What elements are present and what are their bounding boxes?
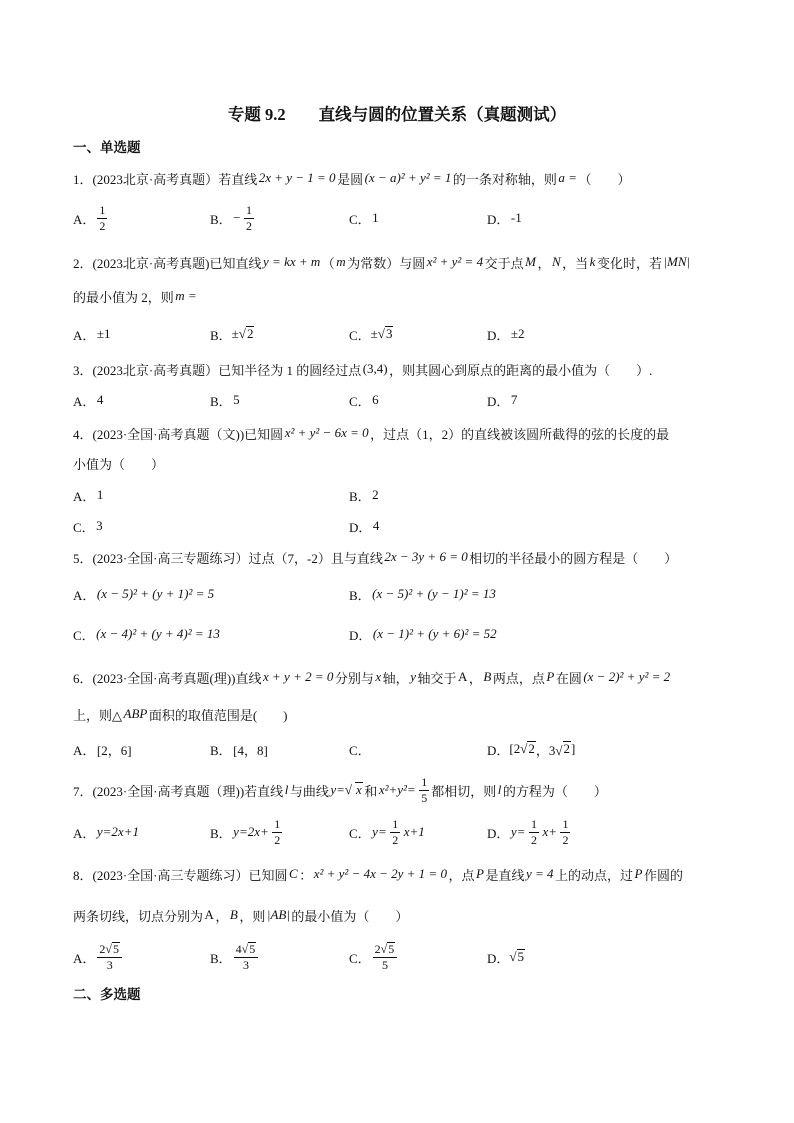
- stem-text: 是圆: [337, 171, 364, 187]
- math-expression: m: [336, 254, 346, 269]
- option-b: [210, 817, 284, 847]
- option-label: C．: [349, 825, 371, 841]
- question-source: (2023北京·高考真题）: [92, 362, 219, 378]
- option-d: [349, 619, 498, 649]
- math-expression: ABP: [123, 706, 148, 721]
- math-expression: (x − a)² + y² = 1: [364, 170, 452, 185]
- stem-text: （: [321, 255, 335, 271]
- fraction-denominator: 2: [274, 832, 281, 847]
- interval-end: ]: [571, 741, 576, 756]
- math-expression: l: [497, 782, 502, 797]
- math-expression: B: [483, 669, 492, 684]
- radicand: 2: [563, 741, 570, 757]
- math-expression: 2x + y − 1 = 0: [258, 170, 336, 185]
- radicand: 5: [517, 949, 525, 965]
- math-expression: y = 4: [525, 866, 554, 881]
- math-expression: (x − 2)² + y² = 2: [583, 669, 671, 684]
- option-label: B．: [349, 488, 371, 504]
- option-a: [73, 385, 105, 415]
- option-equation: (x − 5)² + (y + 1)² = 5: [96, 586, 215, 601]
- fraction: [373, 942, 398, 972]
- question-stem: [73, 662, 672, 692]
- option-c: [73, 511, 104, 541]
- question-stem: [73, 775, 607, 805]
- option-d: [487, 319, 526, 349]
- option-a: [73, 579, 216, 609]
- stem-text: 交于点: [484, 255, 524, 271]
- stem-text: ，则: [239, 908, 266, 924]
- question-stem-continued: [73, 900, 408, 930]
- sqrt-prefix: 4√: [235, 942, 249, 957]
- question-source: (2023北京·高考真题): [92, 255, 210, 271]
- option-equation: y=2x+1: [96, 824, 139, 839]
- fraction: [390, 818, 400, 847]
- math-expression: |AB|: [266, 907, 290, 922]
- option-equation: y=: [372, 824, 387, 839]
- math-expression: x² + y² = 4: [426, 254, 484, 269]
- option-label: D．: [487, 742, 510, 758]
- stem-text: 上的动点，过: [555, 867, 634, 883]
- option-d: [349, 511, 381, 541]
- fraction-denominator: 3: [106, 958, 113, 973]
- stem-text: 直线: [235, 670, 262, 686]
- question-number: 6．: [73, 670, 93, 686]
- stem-text: ，过点（1，2）的直线被该圆所截得的弦的长度的最: [370, 426, 670, 442]
- math-expression: x²+y²=: [378, 782, 416, 797]
- fraction-numerator: 1: [562, 816, 569, 831]
- math-expression: 2x − 3y + 6 = 0: [384, 549, 468, 564]
- math-expression: y: [410, 669, 416, 684]
- fraction-numerator: 1: [99, 202, 106, 217]
- stem-text: 的最小值为（ ）: [291, 908, 409, 924]
- option-label: B．: [349, 587, 371, 603]
- fraction-numerator: [373, 942, 398, 958]
- question-stem-continued: [73, 281, 198, 311]
- option-label: B．: [210, 950, 232, 966]
- point-coordinates: (3,4): [362, 361, 388, 376]
- math-expression: x + y + 2 = 0: [263, 669, 334, 684]
- fraction: [97, 942, 122, 972]
- option-a: [73, 942, 124, 972]
- math-expression: y=√: [330, 782, 353, 797]
- option-label: D．: [487, 950, 510, 966]
- question-source: (2023北京·高考真题）: [92, 171, 219, 187]
- stem-text: 已知圆: [248, 867, 288, 883]
- fraction-numerator: 1: [246, 202, 253, 217]
- option-b: [210, 942, 260, 972]
- option-interval: [2，6]: [96, 742, 132, 758]
- option-label: D．: [487, 327, 510, 343]
- option-equation: x+: [542, 824, 557, 839]
- question-number: 4．: [73, 426, 93, 442]
- radicand: 5: [112, 941, 119, 956]
- stem-text: 的方程为（ ）: [502, 783, 607, 799]
- option-equation: (x − 5)² + (y − 1)² = 13: [372, 586, 496, 601]
- minus-sign: −: [233, 210, 241, 225]
- section-heading-single-choice: 一、单选题: [73, 140, 141, 155]
- stem-text: 已知圆: [244, 426, 284, 442]
- math-expression: A: [204, 907, 214, 922]
- option-equation: (x − 4)² + (y + 4)² = 13: [96, 626, 220, 641]
- option-value: 6: [372, 392, 379, 407]
- question-source: (2023·全国·高考真题（理)): [92, 783, 245, 799]
- stem-text: ：: [299, 867, 313, 883]
- option-label: A．: [73, 950, 96, 966]
- math-expression: |MN|: [663, 254, 691, 269]
- fraction-numerator: 1: [530, 816, 537, 831]
- option-label: A．: [73, 393, 96, 409]
- option-label: A．: [73, 742, 96, 758]
- option-label: D．: [349, 519, 372, 535]
- option-equation: y=2x+: [233, 824, 269, 839]
- question-number: 2．: [73, 255, 93, 271]
- math-expression: A: [457, 669, 468, 684]
- option-a: [73, 319, 112, 349]
- fraction-denominator: 2: [246, 218, 253, 233]
- stem-text: 面积的取值范围是( ): [148, 707, 288, 723]
- stem-text: 两点，点: [492, 670, 545, 686]
- option-label: B．: [210, 825, 232, 841]
- stem-text: ，: [537, 255, 551, 271]
- math-expression: a =: [558, 170, 577, 185]
- stem-text: 轴交于: [417, 670, 457, 686]
- option-d: [487, 203, 523, 233]
- fraction-numerator: [97, 942, 122, 958]
- fraction-denominator: 2: [530, 832, 537, 847]
- option-d: [487, 385, 519, 415]
- option-label: B．: [210, 393, 232, 409]
- option-value: 5: [233, 392, 240, 407]
- fraction: [244, 204, 254, 233]
- fraction-denominator: 2: [392, 832, 399, 847]
- option-b: [210, 734, 269, 764]
- option-equation: (x − 1)² + (y + 6)² = 52: [372, 626, 497, 641]
- option-label: C．: [349, 211, 371, 227]
- stem-text: 为常数）与圆: [347, 255, 426, 271]
- stem-text: 都相切，则: [431, 783, 497, 799]
- math-expression: x² + y² − 4x − 2y + 1 = 0: [313, 866, 447, 881]
- stem-text: 变化时，若: [596, 255, 662, 271]
- math-expression: P: [546, 669, 555, 684]
- option-b: [210, 385, 241, 415]
- stem-text: 若直线: [218, 171, 258, 187]
- stem-text: 已知直线: [209, 255, 262, 271]
- sqrt-prefix: 2√: [374, 942, 388, 957]
- option-value: ±1: [96, 326, 111, 341]
- fraction-numerator: 1: [392, 816, 399, 831]
- math-expression: M: [525, 254, 536, 269]
- sqrt-prefix: ±√: [231, 326, 246, 341]
- section-heading-multiple-choice: 二、多选题: [73, 987, 141, 1002]
- radicand: 3: [385, 326, 393, 342]
- document-title: 专题 9.2 直线与圆的位置关系（真题测试）: [227, 105, 567, 124]
- option-label: D．: [487, 211, 510, 227]
- option-label: C．: [73, 627, 95, 643]
- stem-text: 轴，: [382, 670, 409, 686]
- option-label: D．: [349, 627, 372, 643]
- option-value: 1: [96, 487, 104, 502]
- math-expression: y = kx + m: [263, 254, 321, 269]
- option-label: A．: [73, 488, 96, 504]
- option-equation: y=: [510, 824, 526, 839]
- interval-separator: ，3√: [535, 742, 563, 758]
- option-label: B．: [210, 211, 232, 227]
- math-expression: B: [229, 907, 238, 922]
- question-source: (2023·全国·高三专题练习）: [92, 867, 249, 883]
- question-stem-continued: [73, 699, 288, 729]
- option-c: [349, 203, 380, 233]
- option-label: A．: [73, 587, 96, 603]
- stem-text: 的最小值为 2，则: [73, 289, 174, 305]
- option-value: 3: [96, 518, 103, 533]
- fraction-denominator: 5: [381, 958, 388, 973]
- option-label: B．: [210, 327, 232, 343]
- fraction: [419, 776, 429, 805]
- question-number: 7．: [73, 783, 93, 799]
- option-value: ±2: [510, 326, 525, 341]
- stem-text: 与曲线: [289, 783, 329, 799]
- option-interval: [4，8]: [233, 742, 268, 758]
- option-label: C．: [349, 393, 371, 409]
- option-d: [487, 817, 572, 847]
- math-expression: P: [634, 866, 643, 881]
- math-expression: x² + y² − 6x = 0: [284, 425, 369, 440]
- question-source: (2023·全国·高考真题（文)): [92, 426, 245, 442]
- question-number: 8．: [73, 867, 93, 883]
- sqrt-prefix: 2√: [99, 942, 112, 957]
- stem-text: ，: [468, 670, 482, 686]
- stem-text: 和: [364, 783, 378, 799]
- option-b: [349, 579, 497, 609]
- option-label: D．: [487, 825, 510, 841]
- radicand: 2: [528, 741, 535, 757]
- stem-text: 作圆的: [643, 867, 683, 883]
- stem-text: ，当: [562, 255, 589, 271]
- stem-text: 小值为（ ）: [73, 456, 165, 472]
- stem-text: 分别与: [334, 670, 374, 686]
- option-c: [349, 319, 393, 349]
- answer-blank: （ ）: [578, 171, 631, 187]
- fraction: [529, 818, 539, 847]
- option-c: [73, 619, 221, 649]
- stem-text: 过点（7，-2）且与直线: [248, 550, 383, 566]
- fraction-denominator: 2: [562, 832, 569, 847]
- math-expression: k: [589, 254, 596, 269]
- question-stem: [73, 354, 652, 384]
- option-value: 4: [372, 518, 380, 533]
- option-label: C．: [349, 327, 371, 343]
- stem-text: 已知半径为 1 的圆经过点: [218, 362, 362, 378]
- fraction-numerator: [234, 942, 259, 958]
- stem-text: ，则其圆心到原点的距离的最小值为（ ）.: [389, 362, 653, 378]
- question-source: (2023·全国·高考真题(理)): [92, 670, 236, 686]
- option-label: D．: [487, 393, 510, 409]
- option-label: B．: [210, 742, 232, 758]
- question-stem-continued: [73, 448, 164, 478]
- option-b: [349, 480, 380, 510]
- fraction: [234, 942, 259, 972]
- option-a: [73, 480, 105, 510]
- option-d: [487, 942, 525, 972]
- stem-text: ，: [215, 908, 229, 924]
- option-d: [487, 734, 575, 764]
- fraction-numerator: 1: [421, 774, 428, 789]
- question-stem: [73, 163, 630, 193]
- fraction: [272, 818, 282, 847]
- fraction-denominator: 3: [242, 958, 249, 973]
- radicand: 5: [388, 941, 395, 956]
- option-c: [349, 385, 380, 415]
- question-number: 3．: [73, 362, 93, 378]
- interval-start: [2√: [509, 741, 528, 756]
- math-expression: m =: [175, 288, 197, 303]
- stem-text: 在圆: [555, 670, 582, 686]
- math-expression: l: [284, 782, 289, 797]
- question-source: (2023·全国·高三专题练习）: [92, 550, 249, 566]
- question-number: 5．: [73, 550, 93, 566]
- option-a: [73, 203, 109, 233]
- question-stem: [73, 542, 677, 572]
- sqrt-prefix: ±√: [370, 326, 385, 341]
- math-expression: x: [375, 669, 382, 684]
- option-c: [349, 734, 371, 764]
- stem-text: 相切的半径最小的圆方程是（ ）: [469, 550, 678, 566]
- question-stem: [73, 859, 683, 889]
- option-c: [349, 817, 426, 847]
- option-value: -1: [510, 210, 522, 225]
- stem-text: 两条切线，切点分别为: [73, 908, 204, 924]
- option-label: A．: [73, 327, 96, 343]
- fraction-denominator: 2: [99, 218, 106, 233]
- option-a: [73, 734, 133, 764]
- question-stem: [73, 247, 692, 277]
- option-label: C．: [349, 950, 371, 966]
- option-equation: x+1: [403, 824, 425, 839]
- fraction: [560, 818, 570, 847]
- question-number: 1．: [73, 171, 93, 187]
- stem-text: ，点: [448, 867, 475, 883]
- fraction-denominator: 5: [421, 790, 428, 805]
- math-expression: N: [551, 254, 561, 269]
- radicand: 2: [246, 326, 254, 342]
- option-label: A．: [73, 825, 96, 841]
- fraction: [97, 204, 107, 233]
- stem-text: 若直线: [244, 783, 284, 799]
- option-b: [210, 319, 254, 349]
- radicand: 5: [249, 941, 256, 956]
- math-expression: C: [289, 866, 298, 881]
- math-expression: P: [475, 866, 484, 881]
- option-label: C．: [73, 519, 95, 535]
- radicand: x: [356, 782, 362, 798]
- fraction-numerator: 1: [274, 816, 281, 831]
- option-a: [73, 817, 140, 847]
- option-label: C．: [349, 742, 371, 758]
- option-value: 7: [510, 392, 518, 407]
- option-b: [210, 203, 256, 233]
- stem-text: 是直线: [485, 867, 525, 883]
- option-label: A．: [73, 211, 96, 227]
- sqrt-prefix: √: [509, 949, 517, 964]
- question-stem: [73, 418, 669, 448]
- option-value: 1: [372, 210, 379, 225]
- option-value: 2: [372, 487, 379, 502]
- option-c: [349, 942, 399, 972]
- option-value: 4: [96, 392, 104, 407]
- stem-text: 的一条对称轴，则: [452, 171, 557, 187]
- stem-text: 上，则△: [73, 707, 122, 723]
